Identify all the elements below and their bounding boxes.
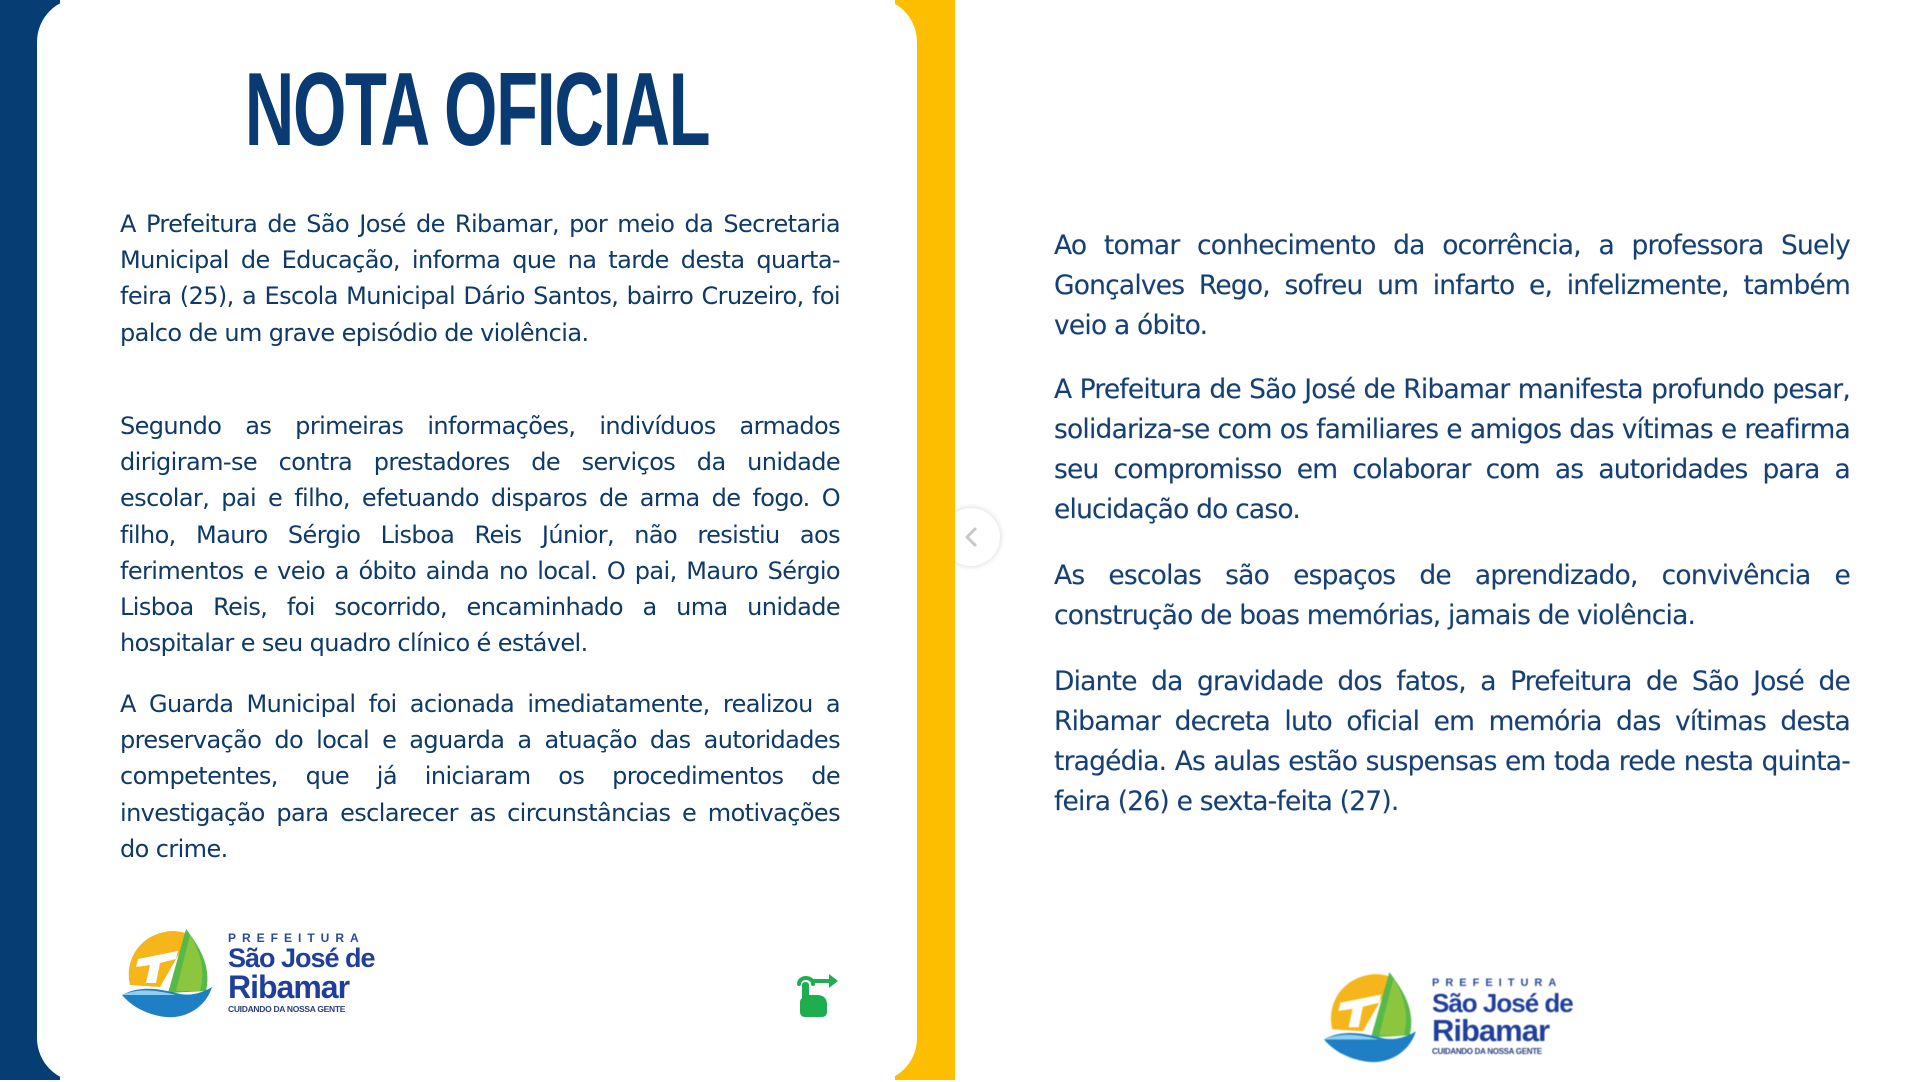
logo-prefix: PREFEITURA xyxy=(228,930,365,945)
paragraph-intro: A Prefeitura de São José de Ribamar, por meio da Secretaria Municipal de Educação, informa que na tarde desta quarta-feira (25), a Escola Municipal Dário Santos, bairro Cruzeiro, foi palco de um grave episódio de violência. xyxy=(120,210,840,347)
logo-slogan: CUIDANDO DA NOSSA GENTE xyxy=(1432,1046,1542,1056)
paragraph-pesar: A Prefeitura de São José de Ribamar manifesta profundo pesar, solidariza-se com os familiares e amigos das vítimas e reafirma seu compromisso em colaborar com as autoridades para a elucidação do caso. xyxy=(1054,374,1850,525)
prefeitura-emblem-icon xyxy=(1322,968,1420,1066)
paragraph-escolas: As escolas são espaços de aprendizado, convivência e construção de boas memórias, jamais de violência. xyxy=(1054,560,1850,631)
paragraph-luto-oficial: Diante da gravidade dos fatos, a Prefeitura de São José de Ribamar decreta luto oficial em memória das vítimas desta tragédia. As aulas estão suspensas em toda rede nesta quinta-feira (26) e sexta-feita (27). xyxy=(1054,666,1850,817)
paragraph-professora: Ao tomar conhecimento da ocorrência, a professora Suely Gonçalves Rego, sofreu um infarto e, infelizmente, também veio a óbito. xyxy=(1054,230,1850,341)
logo-name-line2: Ribamar xyxy=(1432,1012,1550,1048)
logo-slogan: CUIDANDO DA NOSSA GENTE xyxy=(228,1003,346,1014)
logo-name-line1: São José de xyxy=(1432,987,1573,1018)
logo-prefix: PREFEITURA xyxy=(1432,976,1563,989)
swipe-right-icon xyxy=(793,968,839,1018)
logo-name-line1: São José de xyxy=(228,942,375,973)
nota-oficial-card xyxy=(37,0,917,1082)
prefeitura-logo xyxy=(120,925,375,1021)
page-title: NOTA OFICIAL xyxy=(244,52,710,168)
paragraph-guarda-municipal: A Guarda Municipal foi acionada imediatamente, realizou a preservação do local e aguarda a atuação das autoridades competentes, que já iniciaram os procedimentos de investigação para esclarecer as circunstâncias e motivações do crime. xyxy=(120,690,840,863)
chevron-left-icon xyxy=(964,526,978,548)
logo-name-line2: Ribamar xyxy=(228,968,350,1005)
paragraph-incident: Segundo as primeiras informações, indivíduos armados dirigiram-se contra prestadores de serviços da unidade escolar, pai e filho, efetuando disparos de arma de fogo. O filho, Mauro Sérgio Lisboa Reis Júnior, não resistiu aos ferimentos e veio a óbito ainda no local. O pai, Mauro Sérgio Lisboa Reis, foi socorrido, encaminhado a uma unidade hospitalar e seu quadro clínico é estável. xyxy=(120,412,840,658)
yellow-divider xyxy=(917,0,955,1080)
prefeitura-emblem-icon xyxy=(120,925,216,1021)
prefeitura-logo-right xyxy=(1322,968,1573,1066)
